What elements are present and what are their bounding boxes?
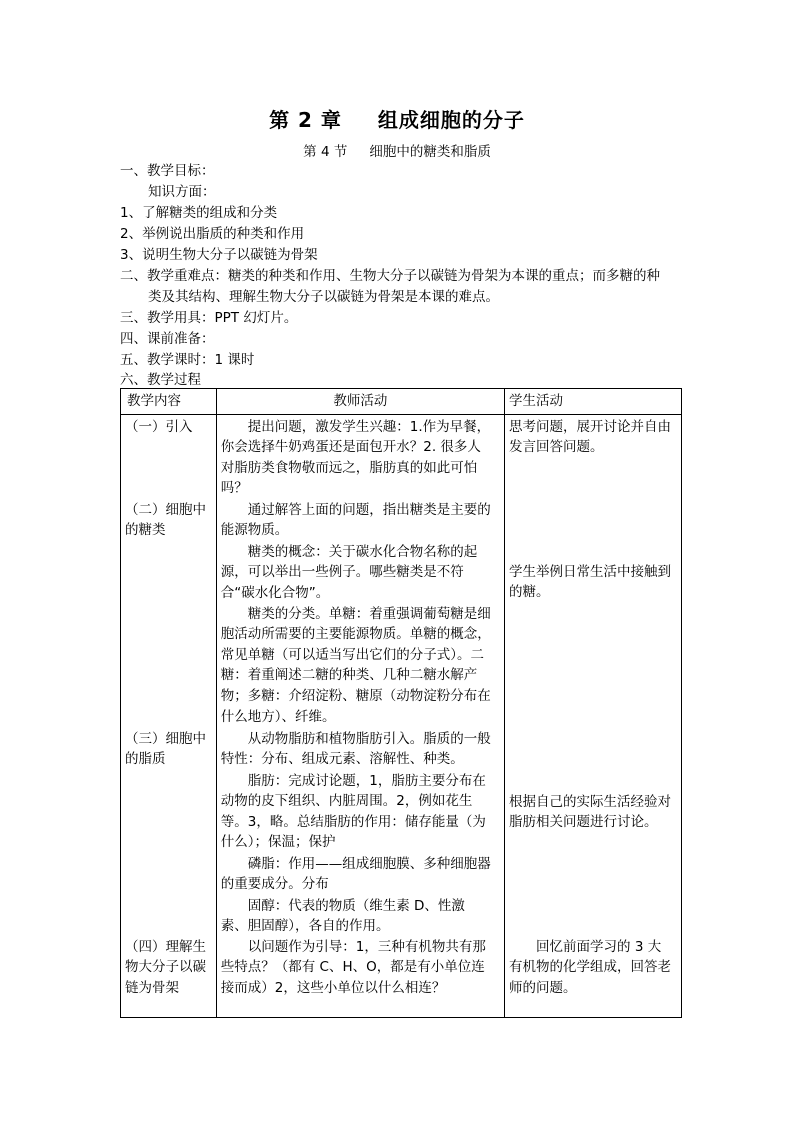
section-carbon-skeleton: （四）理解生物大分子以碳链为骨架 xyxy=(125,938,206,996)
key-points-cont: 类及其结构、理解生物大分子以碳链为骨架是本课的难点。 xyxy=(148,289,499,305)
teacher-sugar-types: 糖类的分类。单糖：着重强调葡萄糖是细胞活动所需要的主要能源物质。单糖的概念，常见单糖（可以适当写出它们的分子式）。二糖：着重阐述二糖的种类、几种二糖水解产物；多糖：介绍淀粉、糖原（动物淀粉分布在什么地方）、纤维。 xyxy=(220,605,491,725)
student-intro: 思考问题，展开讨论并自由发言回答问题。 xyxy=(509,418,672,456)
teacher-carbon: 以问题作为引导：1，三种有机物共有那些特点？（都有 C、H、O，都是有小单位连接而成）2，这些小单位以什么相连？ xyxy=(220,938,486,996)
preparation: 四、课前准备： xyxy=(120,331,215,347)
student-fat: 根据自己的实际生活经验对脂肪相关问题进行讨论。 xyxy=(509,793,672,831)
teacher-phospholipid: 磷脂：作用——组成细胞膜、多种细胞器的重要成分。分布 xyxy=(220,855,491,893)
section-intro: （一）引入 xyxy=(125,418,193,435)
objective-3: 3、说明生物大分子以碳链为骨架 xyxy=(120,247,318,263)
content-column xyxy=(121,414,217,1017)
objective-2: 2、举例说出脂质的种类和作用 xyxy=(120,226,305,242)
chapter-name: 组成细胞的分子 xyxy=(377,108,525,132)
teaching-tools: 三、教学用具：PPT 幻灯片。 xyxy=(120,310,298,326)
objective-1: 1、了解糖类的组成和分类 xyxy=(120,205,278,221)
chapter-title xyxy=(0,104,794,133)
key-points: 二、教学重难点：糖类的种类和作用、生物大分子以碳链为骨架为本课的重点；而多糖的种 xyxy=(120,268,660,284)
class-hours: 五、教学课时：1 课时 xyxy=(120,352,255,368)
section-title xyxy=(0,140,794,160)
table-row xyxy=(121,414,682,1017)
teacher-sugar-concept: 糖类的概念：关于碳水化合物名称的起源，可以举出一些例子。哪些糖类是不符合“碳水化合物”。 xyxy=(220,543,478,601)
student-carbon: 回忆前面学习的 3 大有机物的化学组成，回答老师的问题。 xyxy=(509,938,672,996)
header-teacher: 教师活动 xyxy=(216,389,504,415)
header-student: 学生活动 xyxy=(505,389,682,415)
teacher-intro: 提出问题，激发学生兴趣：1.作为早餐，你会选择牛奶鸡蛋还是面包开水？2. 很多人对脂肪类食物敬而远之，脂肪真的如此可怕吗？ xyxy=(220,418,491,497)
process-table xyxy=(120,388,682,1018)
student-column xyxy=(505,414,682,1017)
student-sugar: 学生举例日常生活中接触到的糖。 xyxy=(509,563,672,601)
section-number: 第 4 节 xyxy=(303,144,348,160)
section-sugars: （二）细胞中的糖类 xyxy=(125,501,206,539)
section-name: 细胞中的糖类和脂质 xyxy=(369,144,491,160)
header-content: 教学内容 xyxy=(121,389,217,415)
knowledge-heading: 知识方面： xyxy=(148,184,216,200)
teacher-column xyxy=(216,414,504,1017)
section-lipids: （三）细胞中的脂质 xyxy=(125,730,206,768)
process-heading: 六、教学过程 xyxy=(120,372,201,388)
teacher-sterol: 固醇：代表的物质（维生素 D、性激素、胆固醇），各自的作用。 xyxy=(220,897,465,935)
table-header-row xyxy=(121,389,682,415)
teacher-sugar-main: 通过解答上面的问题，指出糖类是主要的能源物质。 xyxy=(220,501,491,539)
teacher-lipid-intro: 从动物脂肪和植物脂肪引入。脂质的一般特性：分布、组成元素、溶解性、种类。 xyxy=(220,730,491,768)
teacher-fat: 脂肪：完成讨论题，1，脂肪主要分布在动物的皮下组织、内脏周围。2，例如花生等。3，略。总结脂肪的作用：储存能量（为什么）；保温；保护 xyxy=(220,772,486,851)
chapter-number: 第 2 章 xyxy=(269,108,342,132)
heading-objectives: 一、教学目标： xyxy=(120,163,215,179)
